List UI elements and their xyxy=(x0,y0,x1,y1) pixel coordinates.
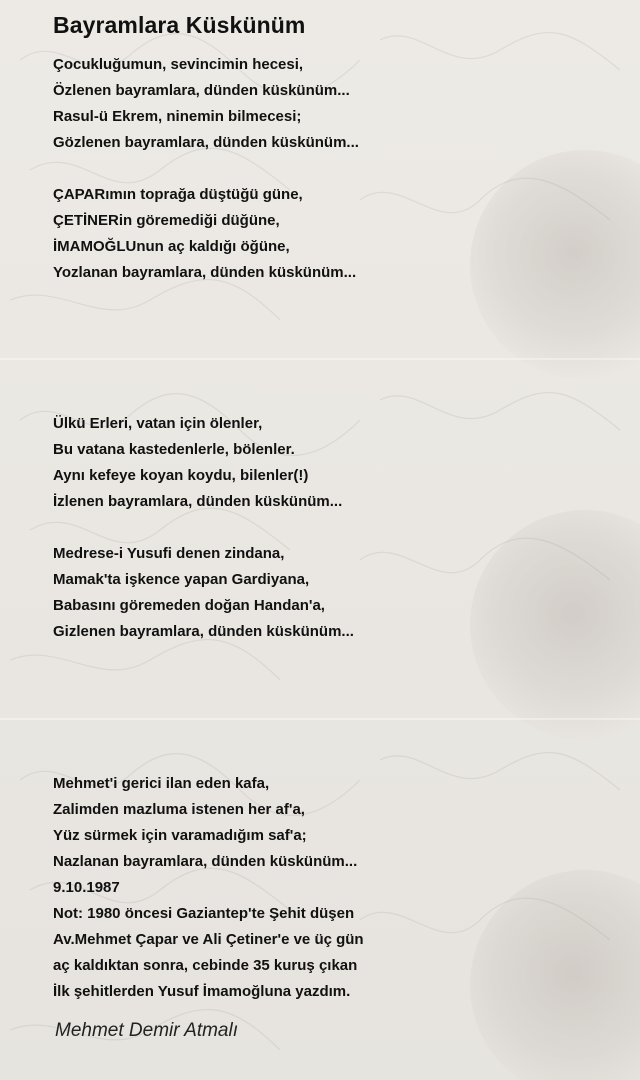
poem-note-line: aç kaldıktan sonra, cebinde 35 kuruş çıkan xyxy=(53,957,358,974)
poem-line: Bu vatana kastedenlerle, bölenler. xyxy=(53,441,295,458)
poem-line: Mehmet'i gerici ilan eden kafa, xyxy=(53,775,270,792)
poem-line: Ülkü Erleri, vatan için ölenler, xyxy=(53,415,263,432)
poem-line: Gözlenen bayramlara, dünden küskünüm... xyxy=(53,134,359,151)
poem-line: Nazlanan bayramlara, dünden küskünüm... xyxy=(53,853,358,870)
poem-line: Medrese-i Yusufi denen zindana, xyxy=(53,545,285,562)
poem-line: Zalimden mazluma istenen her af'a, xyxy=(53,801,305,818)
poem-title: Bayramlara Küskünüm xyxy=(53,12,306,38)
stanza-1 xyxy=(53,52,359,156)
poem-line: Rasul-ü Ekrem, ninemin bilmecesi; xyxy=(53,108,302,125)
stanza-4 xyxy=(53,541,354,645)
stanza-5 xyxy=(53,771,364,1005)
stanza-2 xyxy=(53,182,356,286)
poem-date: 9.10.1987 xyxy=(53,879,120,896)
poem-line: Çocukluğumun, sevincimin hecesi, xyxy=(53,56,304,73)
poem-note-line: Not: 1980 öncesi Gaziantep'te Şehit düşen xyxy=(53,905,355,922)
poem-line: Babasını göremeden doğan Handan'a, xyxy=(53,597,325,614)
poem-line: Özlenen bayramlara, dünden küskünüm... xyxy=(53,82,350,99)
poem-note-line: İlk şehitlerden Yusuf İmamoğluna yazdım. xyxy=(53,983,351,1000)
poem-line: Yozlanan bayramlara, dünden küskünüm... xyxy=(53,264,357,281)
poem-line: İzlenen bayramlara, dünden küskünüm... xyxy=(53,493,343,510)
poem-line: Aynı kefeye koyan koydu, bilenler(!) xyxy=(53,467,309,484)
poem-author: Mehmet Demir Atmalı xyxy=(55,1020,238,1041)
poem-line: ÇAPARımın toprağa düştüğü güne, xyxy=(53,186,303,203)
poem-line: Mamak'ta işkence yapan Gardiyana, xyxy=(53,571,310,588)
poem-note-line: Av.Mehmet Çapar ve Ali Çetiner'e ve üç gün xyxy=(53,931,364,948)
poem-line: İMAMOĞLUnun aç kaldığı öğüne, xyxy=(53,238,290,255)
poem-line: ÇETİNERin göremediği düğüne, xyxy=(53,212,280,229)
poem-line: Gizlenen bayramlara, dünden küskünüm... xyxy=(53,623,354,640)
poem-line: Yüz sürmek için varamadığım saf'a; xyxy=(53,827,307,844)
stanza-3 xyxy=(53,411,342,515)
